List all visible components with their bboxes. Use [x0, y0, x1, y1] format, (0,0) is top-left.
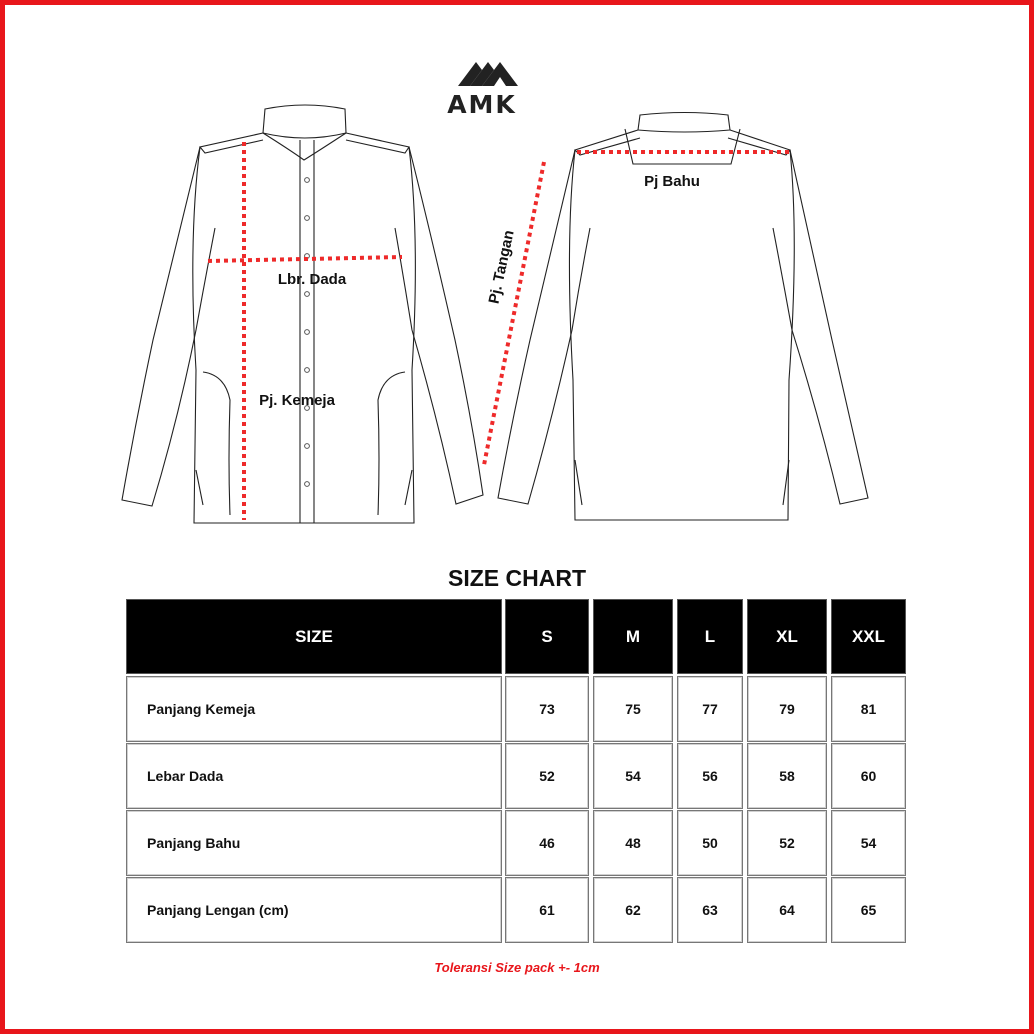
table-cell: 54 — [831, 810, 906, 876]
table-cell: 81 — [831, 676, 906, 742]
row-label: Lebar Dada — [126, 743, 502, 809]
table-cell: 65 — [831, 877, 906, 943]
header-size-xl: XL — [747, 599, 827, 674]
sleeve-measure-line — [484, 162, 544, 465]
table-cell: 75 — [593, 676, 673, 742]
row-label: Panjang Lengan (cm) — [126, 877, 502, 943]
table-cell: 63 — [677, 877, 743, 943]
shirt-buttons — [305, 178, 310, 487]
header-size-m: M — [593, 599, 673, 674]
row-label: Panjang Bahu — [126, 810, 502, 876]
length-label: Pj. Kemeja — [259, 392, 335, 409]
table-cell: 77 — [677, 676, 743, 742]
table-cell: 60 — [831, 743, 906, 809]
amk-logo-icon — [447, 62, 518, 119]
logo-text: AMK — [447, 90, 517, 119]
size-chart-title: SIZE CHART — [448, 565, 586, 591]
table-cell: 79 — [747, 676, 827, 742]
header-size-s: S — [505, 599, 589, 674]
tolerance-note: Toleransi Size pack +- 1cm — [434, 960, 600, 975]
table-cell: 61 — [505, 877, 589, 943]
table-cell: 46 — [505, 810, 589, 876]
sleeve-label: Pj. Tangan — [485, 228, 518, 306]
table-cell: 52 — [747, 810, 827, 876]
shoulder-label: Pj Bahu — [644, 173, 700, 190]
table-cell: 54 — [593, 743, 673, 809]
table-cell: 62 — [593, 877, 673, 943]
table-cell: 56 — [677, 743, 743, 809]
header-size-xxl: XXL — [831, 599, 906, 674]
table-cell: 58 — [747, 743, 827, 809]
header-size-label: SIZE — [126, 599, 502, 674]
table-cell: 50 — [677, 810, 743, 876]
table-cell: 48 — [593, 810, 673, 876]
chest-label: Lbr. Dada — [277, 271, 347, 288]
table-cell: 64 — [747, 877, 827, 943]
header-size-l: L — [677, 599, 743, 674]
table-cell: 73 — [505, 676, 589, 742]
chest-measure-line — [208, 257, 402, 261]
measure-lines — [208, 142, 790, 520]
table-cell: 52 — [505, 743, 589, 809]
front-shirt-icon — [122, 105, 483, 523]
row-label: Panjang Kemeja — [126, 676, 502, 742]
